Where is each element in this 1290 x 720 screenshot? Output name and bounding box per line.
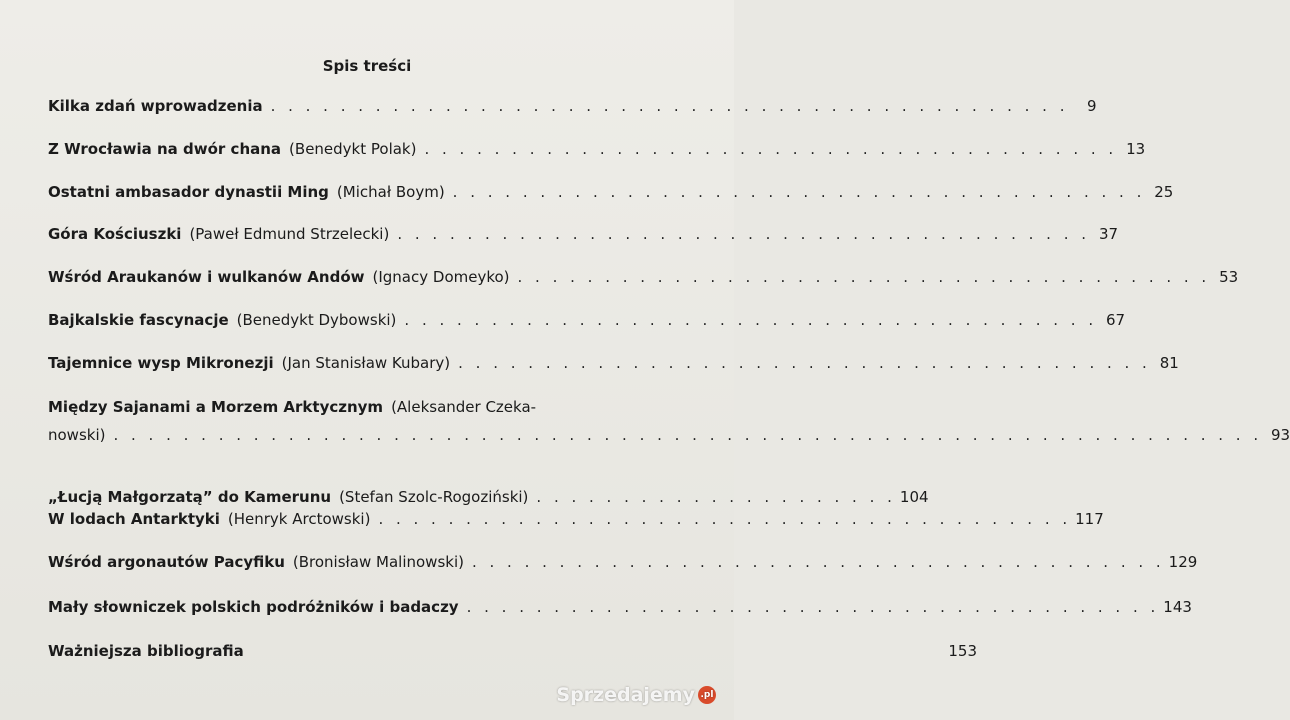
toc-entry-author: (Stefan Szolc-Rogoziński): [339, 488, 529, 506]
dot-leader: . . . . . . . . . . . . . . . . . . . . . . . . . . . . . . . . . . . . . . . .: [458, 354, 1151, 372]
toc-entry-title: Góra Kościuszki: [48, 225, 182, 243]
toc-entry-title: Ostatni ambasador dynastii Ming: [48, 183, 329, 201]
toc-entry-page: 53: [1219, 268, 1239, 286]
toc-entry: [48, 507, 1104, 531]
toc-entry-author-continued: nowski): [48, 426, 106, 444]
toc-entry-page: 129: [1168, 553, 1198, 571]
dot-leader: . . . . . . . . . . . . . . . . . . . . . . . . . . . . . . . . . . . . . . . .: [378, 510, 1072, 528]
toc-entry-page: 143: [1163, 598, 1192, 616]
toc-entry: [48, 222, 1119, 246]
toc-entry: [48, 94, 1097, 118]
toc-entry-page: 37: [1098, 225, 1119, 243]
toc-entry-title: Wśród argonautów Pacyfiku: [48, 553, 285, 571]
toc-entry-page: 13: [1126, 140, 1146, 158]
toc-entry-author: (Benedykt Dybowski): [236, 311, 397, 329]
dot-leader: [252, 639, 945, 663]
toc-entry-author: (Ignacy Domeyko): [372, 268, 510, 286]
toc-entry: [48, 265, 1239, 289]
page-title: Spis treści: [322, 57, 412, 75]
toc-entry: [48, 639, 978, 663]
toc-entry-title: Bajkalskie fascynacje: [48, 311, 229, 329]
watermark-text: Sprzedajemy: [556, 684, 695, 706]
toc-entry-title: Wśród Araukanów i wulkanów Andów: [48, 268, 365, 286]
toc-entry-title: W lodach Antarktyki: [48, 510, 220, 528]
toc-entry-page: 153: [948, 642, 978, 660]
toc-entry-title: Mały słowniczek polskich podróżników i badaczy: [48, 598, 459, 616]
dot-leader: . . . . . . . . . . . . . . . . . . . . . . . . . . . . . . . . . . . . . . . .: [466, 598, 1160, 616]
toc-entry-page: 25: [1154, 183, 1174, 201]
toc-entry-title: Z Wrocławia na dwór chana: [48, 140, 282, 158]
toc-entry-author: (Henryk Arctowski): [227, 510, 371, 528]
show-through-text: [40, 18, 700, 36]
toc-entry-author: (Bronisław Malinowski): [292, 553, 464, 571]
toc-entry-title: Kilka zdań wprowadzenia: [48, 97, 263, 115]
toc-entry-title: Tajemnice wysp Mikronezji: [48, 354, 274, 372]
toc-entry-title: „Łucją Małgorzatą” do Kamerunu: [48, 488, 332, 506]
dot-leader: . . . . . . . . . . . . . . . . . . . . . . . . . . . . . . . . . . . . . . . .: [517, 268, 1211, 286]
toc-entry-author: (Michał Boym): [336, 183, 445, 201]
toc-entry-page: 81: [1159, 354, 1179, 372]
toc-entry-title: Ważniejsza bibliografia: [48, 642, 244, 660]
dot-leader: . . . . . . . . . . . . . . . . . . . . . . . . . . . . . . . . . . . . . . . .: [452, 183, 1146, 201]
dot-leader: . . . . . . . . . . . . . . . . . . . . .: [536, 488, 896, 506]
toc-entry-page: 67: [1106, 311, 1126, 329]
dot-leader: . . . . . . . . . . . . . . . . . . . . . . . . . . . . . . . . . . . . . . . .: [424, 140, 1118, 158]
toc-entry: [48, 137, 1146, 161]
toc-entry: [48, 351, 1179, 375]
toc-entry-author: (Paweł Edmund Strzelecki): [189, 225, 390, 243]
toc-entry: [48, 550, 1198, 574]
dot-leader: . . . . . . . . . . . . . . . . . . . . . . . . . . . . . . . . . . . . . . . .: [397, 225, 1091, 243]
toc-entry-page: 104: [899, 488, 929, 506]
toc-entry-title: Między Sajanami a Morzem Arktycznym: [48, 398, 384, 416]
toc-entry-author: (Aleksander Czeka-: [391, 398, 537, 416]
dot-leader: . . . . . . . . . . . . . . . . . . . . . . . . . . . . . . . . . . . . . . . .: [404, 311, 1098, 329]
toc-entry-page: 93: [1271, 426, 1290, 444]
toc-entry: [48, 485, 929, 509]
toc-entry: [48, 395, 1290, 447]
watermark-logo: [556, 684, 716, 706]
toc-entry: [48, 595, 1192, 619]
toc-entry-author: (Jan Stanisław Kubary): [281, 354, 451, 372]
toc-entry-page: 117: [1075, 510, 1104, 528]
toc-entry-page: 9: [1086, 97, 1097, 115]
dot-leader: . . . . . . . . . . . . . . . . . . . . . . . . . . . . . . . . . . . . . . . . . . . . . .: [270, 97, 1069, 115]
watermark-badge: .pl: [698, 686, 716, 704]
dot-leader: . . . . . . . . . . . . . . . . . . . . . . . . . . . . . . . . . . . . . . . .: [471, 553, 1165, 571]
toc-entry: [48, 180, 1174, 204]
toc-entry: [48, 308, 1126, 332]
toc-entry-author: (Benedykt Polak): [289, 140, 417, 158]
dot-leader: . . . . . . . . . . . . . . . . . . . . . . . . . . . . . . . . . . . . . . . . . . . . . . . . . . . . . . . . . . . . . . . . . .: [113, 426, 1263, 444]
